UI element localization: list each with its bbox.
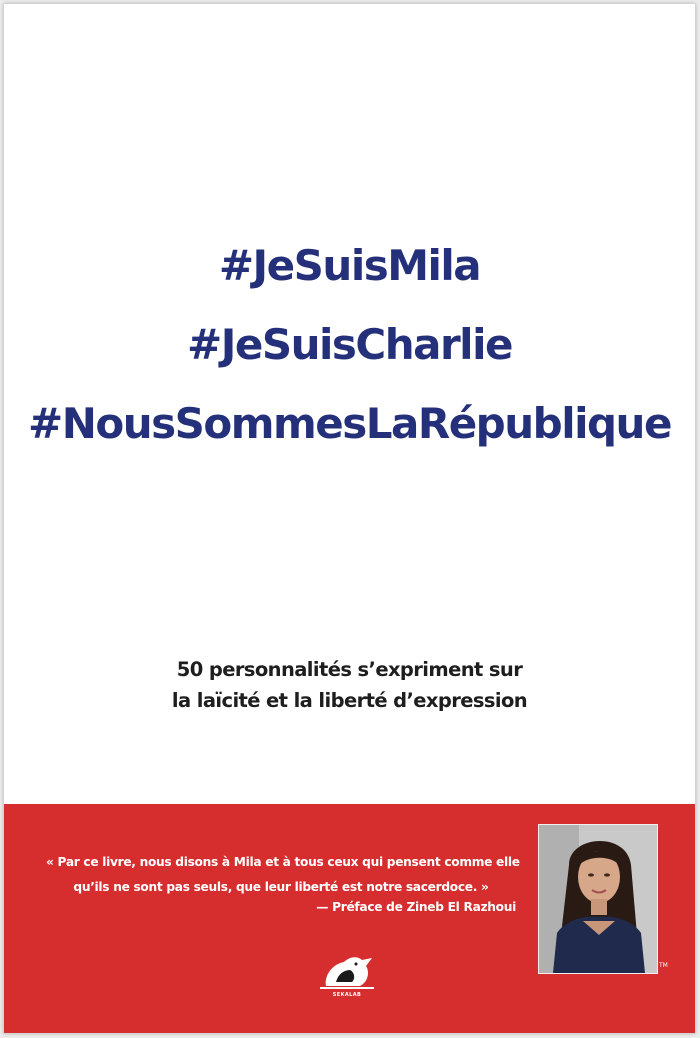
subtitle-line-2: la laïcité et la liberté d’expression — [171, 689, 528, 712]
hashtag-je-suis-mila: #JeSuisMila — [218, 241, 481, 290]
red-band — [4, 804, 695, 1033]
book-cover — [4, 4, 695, 1033]
hashtag-title-block — [4, 226, 695, 463]
quote-line-2: qu’ils ne sont pas seuls, que leur liberté est notre sacerdoce. » — [73, 880, 489, 894]
horse-icon — [314, 952, 380, 992]
preface-quote — [46, 850, 520, 900]
preface-attribution: — Préface de Zineb El Razhoui — [316, 900, 516, 914]
portrait-illustration — [539, 825, 657, 973]
hashtag-je-suis-charlie: #JeSuisCharlie — [187, 320, 512, 369]
cover-subtitle — [4, 654, 695, 716]
publisher-logo — [314, 952, 380, 1004]
publisher-name: SEKALAB — [332, 992, 362, 998]
quote-line-1: « Par ce livre, nous disons à Mila et à tous ceux qui pensent comme elle — [46, 855, 520, 869]
author-portrait — [538, 824, 658, 974]
subtitle-line-1: 50 personnalités s’expriment sur — [176, 658, 523, 681]
hashtag-nous-sommes-la-republique: #NousSommesLaRépublique — [28, 399, 671, 448]
trademark-mark: TM — [659, 962, 668, 969]
